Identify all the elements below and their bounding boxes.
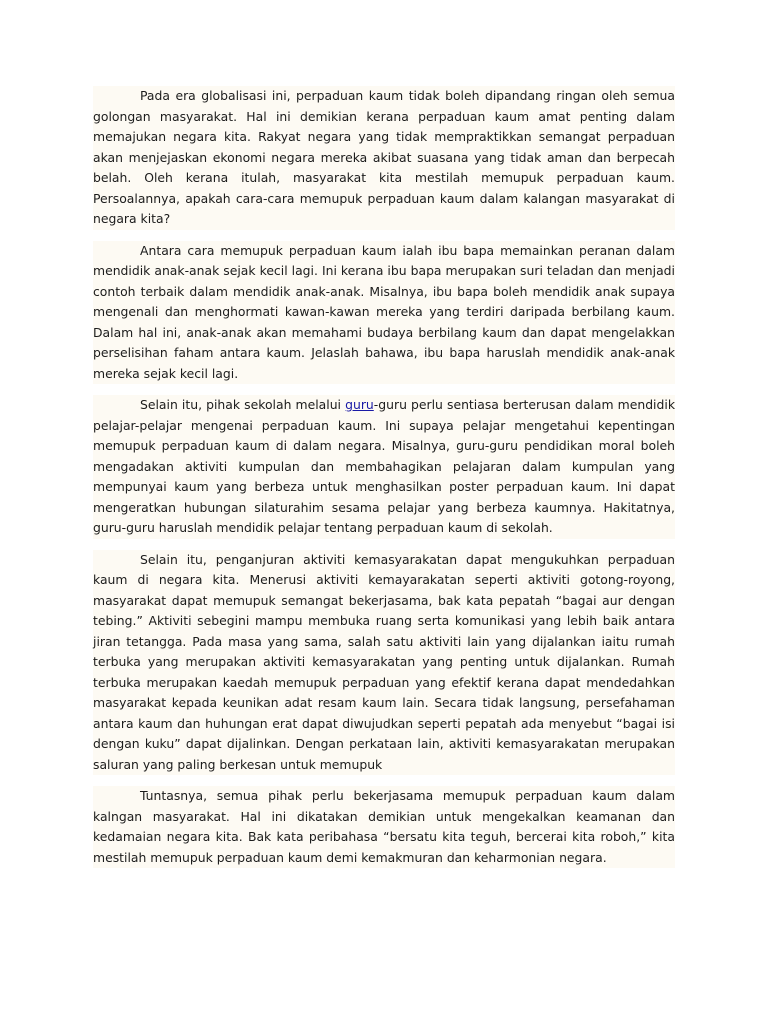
paragraph-text: Pada era globalisasi ini, perpaduan kaum tidak boleh dipandang ringan oleh semua golongan masyarakat. Hal ini demikian kerana perpaduan kaum amat penting dalam memajukan negara kita. Rakyat negara yang tidak mempraktikkan semangat perpaduan akan menjejaskan ekonomi negara mereka akibat suasana yang tidak aman dan berpecah belah. Oleh kerana itulah, masyarakat kita mestilah memupuk perpaduan kaum. Persoalannya, apakah cara-cara memupuk perpaduan kaum dalam kalangan masyarakat di negara kita?: [93, 88, 675, 226]
paragraph-community: [93, 550, 675, 776]
paragraph-school: [93, 395, 675, 539]
paragraph-conclusion: [93, 786, 675, 868]
paragraph-text: Antara cara memupuk perpaduan kaum ialah ibu bapa memainkan peranan dalam mendidik anak-anak sejak kecil lagi. Ini kerana ibu bapa merupakan suri teladan dan menjadi contoh terbaik dalam mendidik anak-anak. Misalnya, ibu bapa boleh mendidik anak supaya mengenali dan menghormati kawan-kawan mereka yang terdiri daripada berbilang kaum. Dalam hal ini, anak-anak akan memahami budaya berbilang kaum dan dapat mengelakkan perselisihan faham antara kaum. Jelaslah bahawa, ibu bapa haruslah mendidik anak-anak mereka sejak kecil lagi.: [93, 242, 675, 381]
guru-link[interactable]: guru: [345, 397, 374, 412]
document-body: [93, 86, 675, 879]
paragraph-text: Tuntasnya, semua pihak perlu bekerjasama memupuk perpaduan kaum dalam kalngan masyarakat. Hal ini dikatakan demikian untuk mengekalkan keamanan dan kedamaian negara kita. Bak kata peribahasa “bersatu kita teguh, bercerai kita roboh,” kita mestilah memupuk perpaduan kaum demi kemakmuran dan keharmonian negara.: [93, 788, 675, 865]
paragraph-intro: [93, 86, 675, 230]
paragraph-parents: [93, 241, 675, 385]
paragraph-text: Selain itu, penganjuran aktiviti kemasyarakatan dapat mengukuhkan perpaduan kaum di negara kita. Menerusi aktiviti kemayarakatan seperti aktiviti gotong-royong, masyarakat dapat memupuk semangat bekerjasama, bak kata pepatah “bagai aur dengan tebing.” Aktiviti sebegini mampu membuka ruang serta komunikasi yang lebih baik antara jiran tetangga. Pada masa yang sama, salah satu aktiviti lain yang dijalankan iaitu rumah terbuka yang merupakan aktiviti kemasyarakatan yang penting untuk dijalankan. Rumah terbuka merupakan kaedah memupuk perpaduan yang efektif kerana dapat mendedahkan masyarakat kepada keunikan adat resam kaum lain. Secara tidak langsung, persefahaman antara kaum dan huhungan erat dapat diwujudkan seperti pepatah ada menyebut “bagai isi dengan kuku” dapat dijalinkan. Dengan perkataan lain, aktiviti kemasyarakatan merupakan saluran yang paling berkesan untuk memupuk: [93, 551, 675, 772]
paragraph-text: Selain itu, pihak sekolah melalui: [140, 397, 346, 412]
paragraph-text: -guru perlu sentiasa berterusan dalam mendidik pelajar-pelajar mengenai perpaduan kaum. Ini supaya pelajar mengetahui kepentingan memupuk perpaduan kaum di dalam negara. Misalnya, guru-guru pendidikan moral boleh mengadakan aktiviti kumpulan dan membahagikan pelajaran dalam kumpulan yang mempunyai kaum yang berbeza untuk menghasilkan poster perpaduan kaum. Ini dapat mengeratkan hubungan silaturahim sesama pelajar yang berbeza kaumnya. Hakitatnya, guru-guru haruslah mendidik pelajar tentang perpaduan kaum di sekolah.: [93, 397, 675, 535]
